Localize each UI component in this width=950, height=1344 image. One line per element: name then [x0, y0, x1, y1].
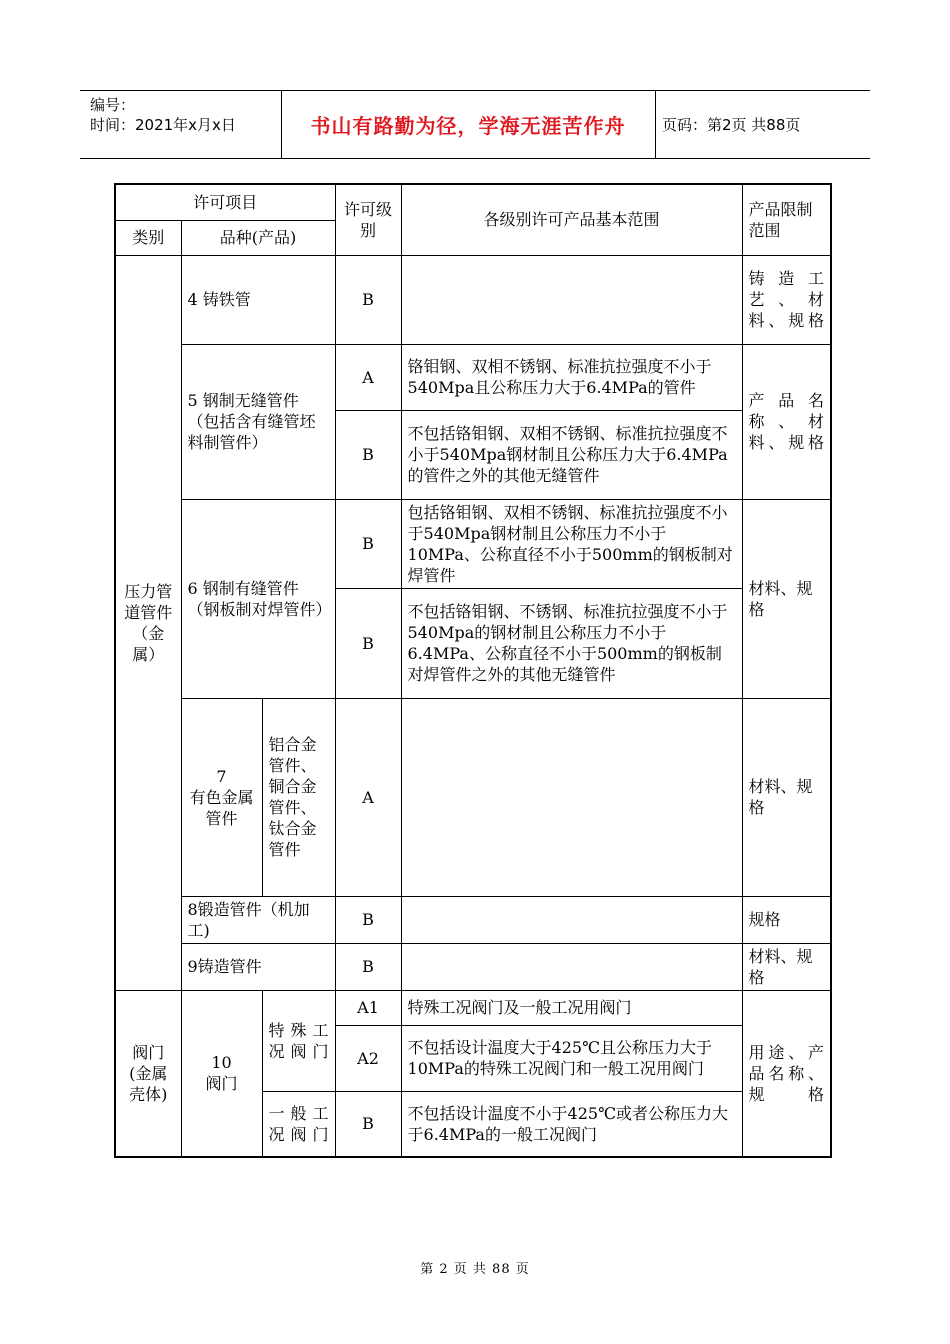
variety-6: 6 钢制有缝管件（钢板制对焊管件）	[181, 499, 335, 698]
limit-10: 用途、产品名称、规格	[742, 990, 831, 1157]
header-meta	[90, 95, 236, 135]
limit-5: 产品名称、材料、规格	[742, 344, 831, 499]
scope-5a: 铬钼钢、双相不锈钢、标准抗拉强度不小于540Mpa且公称压力大于6.4MPa的管件	[401, 344, 742, 410]
level-9: B	[335, 943, 401, 990]
level-4: B	[335, 255, 401, 344]
category-pipe-fittings: 压力管道管件（金属）	[115, 255, 181, 990]
variety-9: 9铸造管件	[181, 943, 335, 990]
limit-9: 材料、规格	[742, 943, 831, 990]
level-7: A	[335, 698, 401, 896]
header-variety: 品种(产品)	[181, 220, 335, 255]
license-table	[114, 183, 832, 1158]
header-motto: 书山有路勤为径，学海无涯苦作舟	[310, 113, 626, 138]
level-8: B	[335, 896, 401, 943]
level-10a1: A1	[335, 990, 401, 1025]
number-label: 编号：	[90, 96, 136, 114]
level-5b: B	[335, 410, 401, 499]
scope-7	[401, 698, 742, 896]
variety-4: 4 铸铁管	[181, 255, 335, 344]
variety-10-number: 10	[211, 1053, 232, 1073]
scope-6a: 包括铬钼钢、双相不锈钢、标准抗拉强度不小于540Mpa钢材制且公称压力不小于10MPa、公称直径不小于500mm的钢板制对焊管件	[401, 499, 742, 588]
limit-7: 材料、规格	[742, 698, 831, 896]
header-limit: 产品限制范围	[742, 184, 831, 255]
time-label: 时间：2021年x月x日	[90, 116, 236, 134]
subvariety-special: 特殊工况阀门	[262, 990, 335, 1091]
variety-7-number: 7	[216, 766, 227, 786]
variety-10	[181, 990, 262, 1157]
variety-10-label: 阀门	[205, 1074, 238, 1094]
scope-9	[401, 943, 742, 990]
scope-8	[401, 896, 742, 943]
scope-10b: 不包括设计温度不小于425℃或者公称压力大于6.4MPa的一般工况阀门	[401, 1091, 742, 1157]
limit-4: 铸造工艺、材料、规格	[742, 255, 831, 344]
limit-6: 材料、规格	[742, 499, 831, 698]
level-10a2: A2	[335, 1025, 401, 1091]
category-valves: 阀门(金属壳体)	[115, 990, 181, 1157]
variety-7	[181, 698, 262, 896]
level-10b: B	[335, 1091, 401, 1157]
header-category: 类别	[115, 220, 181, 255]
subvariety-general: 一般工况阀门	[262, 1091, 335, 1157]
scope-4	[401, 255, 742, 344]
header-divider	[655, 90, 656, 158]
scope-6b: 不包括铬钼钢、不锈钢、标准抗拉强度不小于540Mpa的钢材制且公称压力不小于6.4MPa、公称直径不小于500mm的钢板制对焊管件之外的其他无缝管件	[401, 588, 742, 698]
variety-7-label: 有色金属管件	[189, 787, 254, 828]
header-scope: 各级别许可产品基本范围	[401, 184, 742, 255]
header-page-label: 页码：第2页 共88页	[662, 115, 801, 134]
variety-5: 5 钢制无缝管件（包括含有缝管坯料制管件）	[181, 344, 335, 499]
header-bottom-rule	[80, 158, 870, 159]
scope-5b: 不包括铬钼钢、双相不锈钢、标准抗拉强度不小于540Mpa钢材制且公称压力大于6.4MPa 的管件之外的其他无缝管件	[401, 410, 742, 499]
level-5a: A	[335, 344, 401, 410]
level-6b: B	[335, 588, 401, 698]
level-6a: B	[335, 499, 401, 588]
page-footer: 第 2 页 共 88 页	[420, 1262, 530, 1277]
header-license-item: 许可项目	[115, 184, 335, 220]
variety-8: 8锻造管件（机加工)	[181, 896, 335, 943]
limit-8: 规格	[742, 896, 831, 943]
scope-10a2: 不包括设计温度大于425℃且公称压力大于10MPa的特殊工况阀门和一般工况用阀门	[401, 1025, 742, 1091]
subvariety-7: 铝合金管件、铜合金管件、钛合金管件	[262, 698, 335, 896]
scope-10a1: 特殊工况阀门及一般工况用阀门	[401, 990, 742, 1025]
header-license-level: 许可级别	[335, 184, 401, 255]
